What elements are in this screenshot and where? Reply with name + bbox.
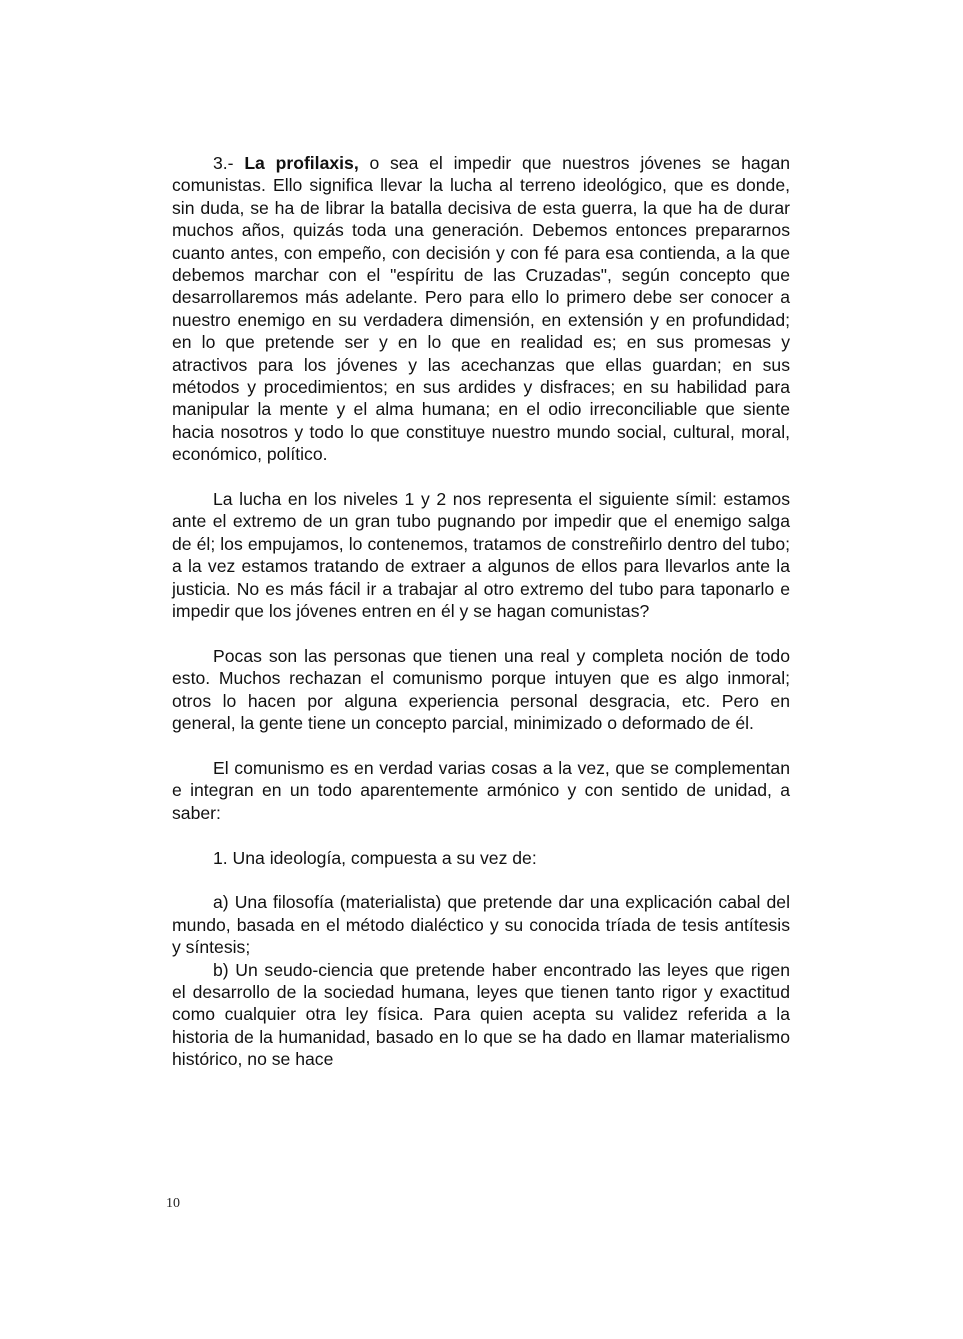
point-text: o sea el impedir que nuestros jóvenes se hagan comunistas. Ello significa llevar la lucha al terreno ideológico, que es donde, sin duda, se ha de librar la batalla decisiva de esta guerra, la que ha de durar muchos años, quizás toda una generación. Debemos entonces prepararnos cuanto antes, con empeño, con decisión y con fé para esa contienda, a la que debemos marchar con el "espíritu de las Cruzadas", según concepto que desarrollaremos más adelante. Pero para ello lo primero debe ser conocer a nuestro enemigo en su verdadera dimensión, en extensión y en profundidad; en lo que pretende ser y en lo que en realidad es; en sus promesas y atractivos para los jóvenes y las acechanzas que ellas guardan; en sus métodos y procedimientos; en sus ardides y disfraces; en su habilidad para manipular la mente y el alma humana; en el odio irreconciliable que siente hacia nosotros y todo lo que constituye nuestro mundo social, cultural, moral, económico, político. <box>172 153 791 465</box>
point-number: 3.- <box>213 153 234 173</box>
paragraph-nocion: Pocas son las personas que tienen una real y completa noción de todo esto. Muchos rechazan el comunismo porque intuyen que es algo inmoral; otros lo hacen por alguna experiencia personal desgracia, etc. Pero en general, la gente tiene un concepto parcial, minimizado o deformado de él. <box>172 645 790 734</box>
page-number: 10 <box>166 1196 180 1211</box>
paragraph-simil: La lucha en los niveles 1 y 2 nos representa el siguiente símil: estamos ante el extremo de un gran tubo pugnando por impedir que el enemigo salga de él; los empujamos, lo contenemos, tratamos de constreñirlo dentro del tubo; a la vez estamos tratando de extraer a algunos de ellos para llevarlos ante la justicia. No es más fácil ir a trabajar al otro extremo del tubo para taponarlo e impedir que los jóvenes entren en él y se hagan comunistas? <box>172 489 790 622</box>
bold-term: La profilaxis, <box>244 153 359 173</box>
sub-item-b: b) Un seudo-ciencia que pretende haber encontrado las leyes que rigen el desarrollo de la sociedad humana, leyes que tienen tanto rigor y exactitud como cualquier otra ley física. Para quien acepta su validez referida a la historia de la humanidad, basado en lo que se ha dado en llamar materialismo histórico, no se hace <box>172 959 790 1070</box>
sub-item-a: a) Una filosofía (materialista) que pretende dar una explicación cabal del mundo, basada en el método dialéctico y su conocida tríada de tesis antítesis y síntesis; <box>172 892 790 958</box>
body-text <box>172 152 790 1071</box>
list-item-ideologia: 1. Una ideología, compuesta a su vez de: <box>213 847 537 868</box>
paragraph-point-3 <box>172 152 790 466</box>
paragraph-comunismo: El comunismo es en verdad varias cosas a la vez, que se complementan e integran en un todo aparentemente armónico y con sentido de unidad, a saber: <box>172 757 790 823</box>
